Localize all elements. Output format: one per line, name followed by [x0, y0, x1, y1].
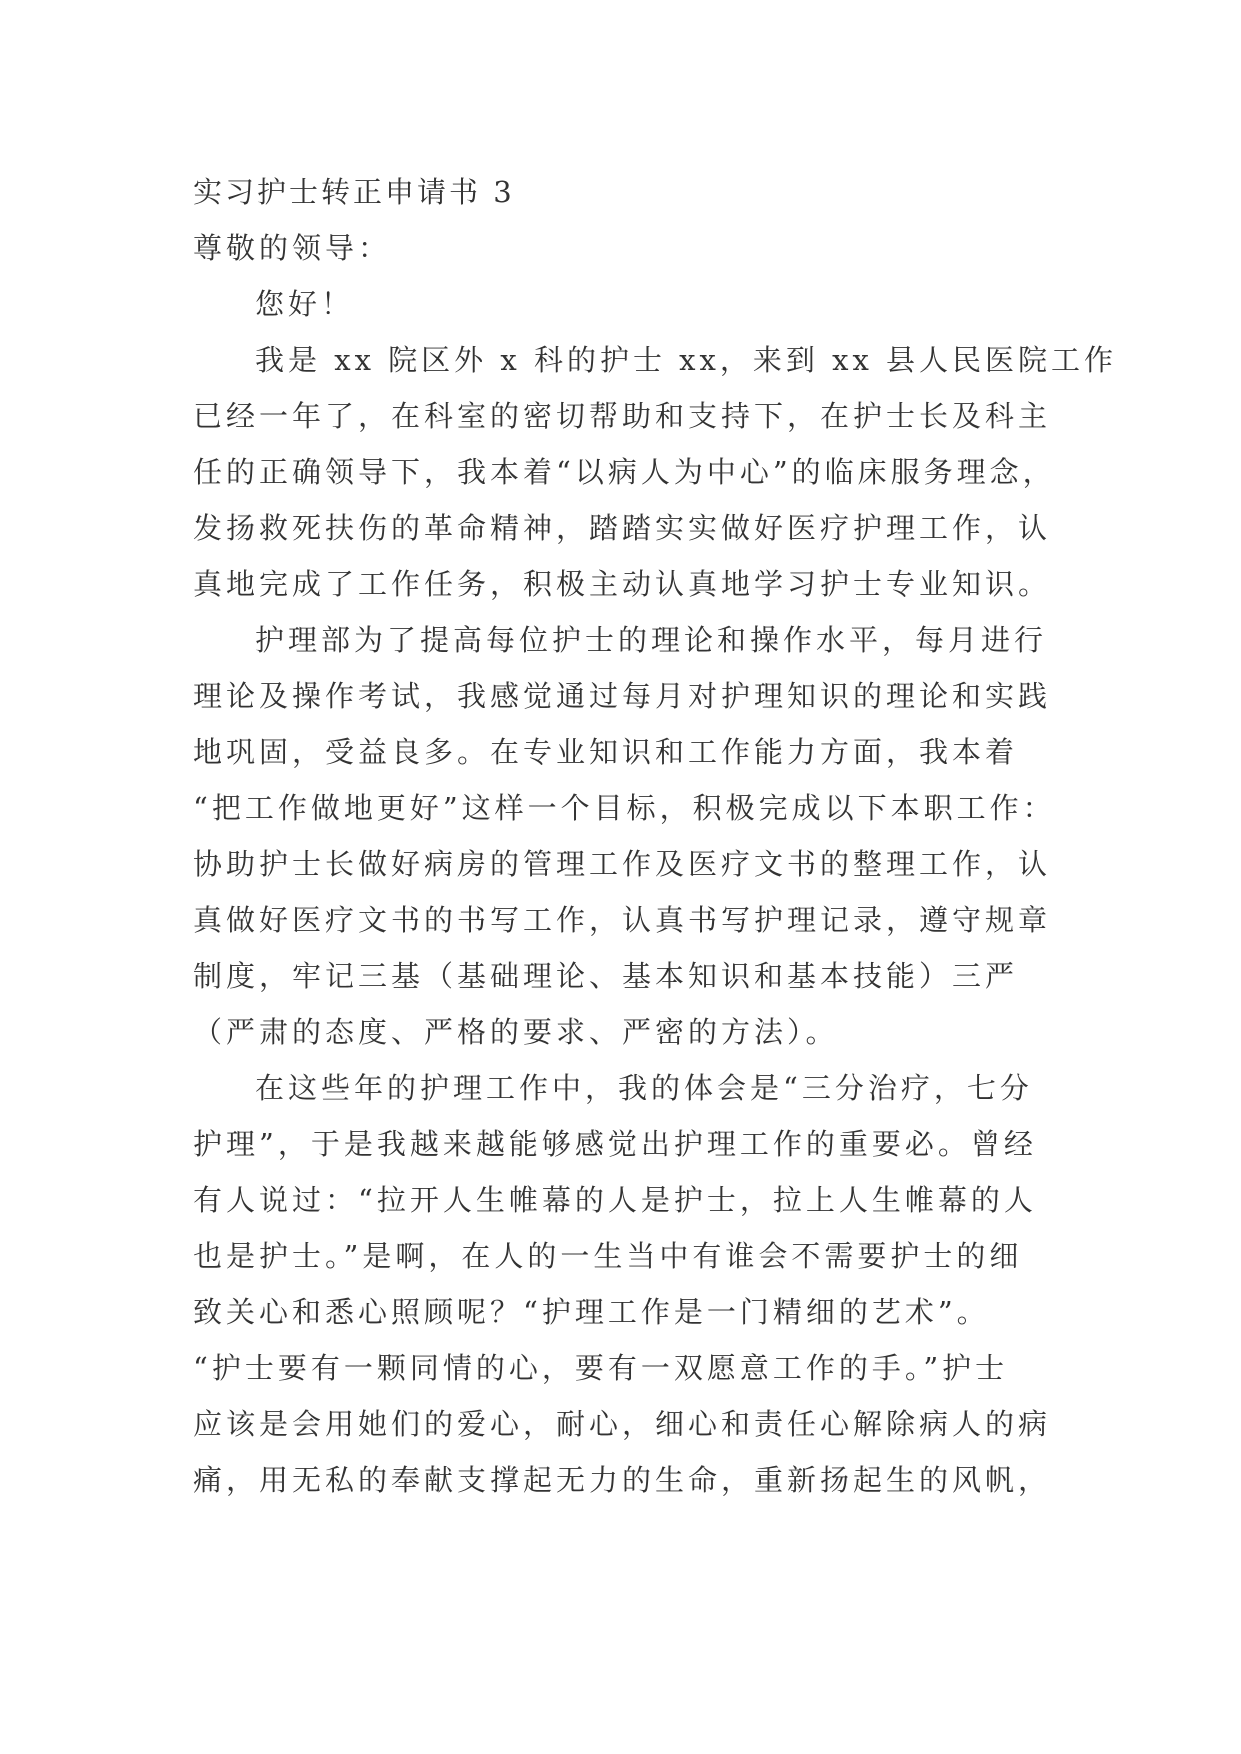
paragraph-line: “护士要有一颗同情的心，要有一双愿意工作的手。”护士	[193, 1351, 1009, 1385]
paragraph-line: 在这些年的护理工作中，我的体会是“三分治疗，七分	[255, 1071, 1033, 1105]
paragraph-line: （严肃的态度、严格的要求、严密的方法）。	[193, 1015, 839, 1049]
salutation: 尊敬的领导：	[193, 231, 392, 265]
paragraph-line: 有人说过：“拉开人生帷幕的人是护士，拉上人生帷幕的人	[193, 1183, 1037, 1217]
paragraph-line: 地巩固，受益良多。在专业知识和工作能力方面，我本着	[193, 735, 1019, 769]
paragraph-3	[193, 1060, 1053, 1508]
document-title: 实习护士转正申请书 3	[193, 175, 515, 209]
paragraph-line: 我是 xx 院区外 x 科的护士 xx，来到 xx 县人民医院工作	[255, 343, 1118, 377]
paragraph-line: 发扬救死扶伤的革命精神，踏踏实实做好医疗护理工作，认	[193, 511, 1052, 545]
paragraph-line: 护理”，于是我越来越能够感觉出护理工作的重要必。曾经	[193, 1127, 1037, 1161]
paragraph-2	[193, 612, 1056, 1060]
paragraph-line: 协助护士长做好病房的管理工作及医疗文书的整理工作，认	[193, 847, 1052, 881]
paragraph-line: 已经一年了，在科室的密切帮助和支持下，在护士长及科主	[193, 399, 1052, 433]
paragraph-line: “把工作做地更好”这样一个目标，积极完成以下本职工作：	[193, 791, 1056, 825]
paragraph-line: 任的正确领导下，我本着“以病人为中心”的临床服务理念，	[193, 455, 1056, 489]
paragraph-1	[193, 332, 1118, 612]
paragraph-line: 理论及操作考试，我感觉通过每月对护理知识的理论和实践	[193, 679, 1052, 713]
paragraph-line: 致关心和悉心照顾呢？“护理工作是一门精细的艺术”。	[193, 1295, 990, 1329]
paragraph-line: 应该是会用她们的爱心，耐心，细心和责任心解除病人的病	[193, 1407, 1052, 1441]
paragraph-line: 制度，牢记三基（基础理论、基本知识和基本技能）三严	[193, 959, 1019, 993]
paragraph-line: 真地完成了工作任务，积极主动认真地学习护士专业知识。	[193, 567, 1052, 601]
paragraph-line: 也是护士。”是啊，在人的一生当中有谁会不需要护士的细	[193, 1239, 1023, 1273]
greeting: 您好！	[255, 287, 355, 321]
document-body	[193, 164, 1118, 1508]
paragraph-line: 护理部为了提高每位护士的理论和操作水平，每月进行	[255, 623, 1048, 657]
paragraph-line: 痛，用无私的奉献支撑起无力的生命，重新扬起生的风帆，	[193, 1463, 1052, 1497]
paragraph-line: 真做好医疗文书的书写工作，认真书写护理记录，遵守规章	[193, 903, 1052, 937]
